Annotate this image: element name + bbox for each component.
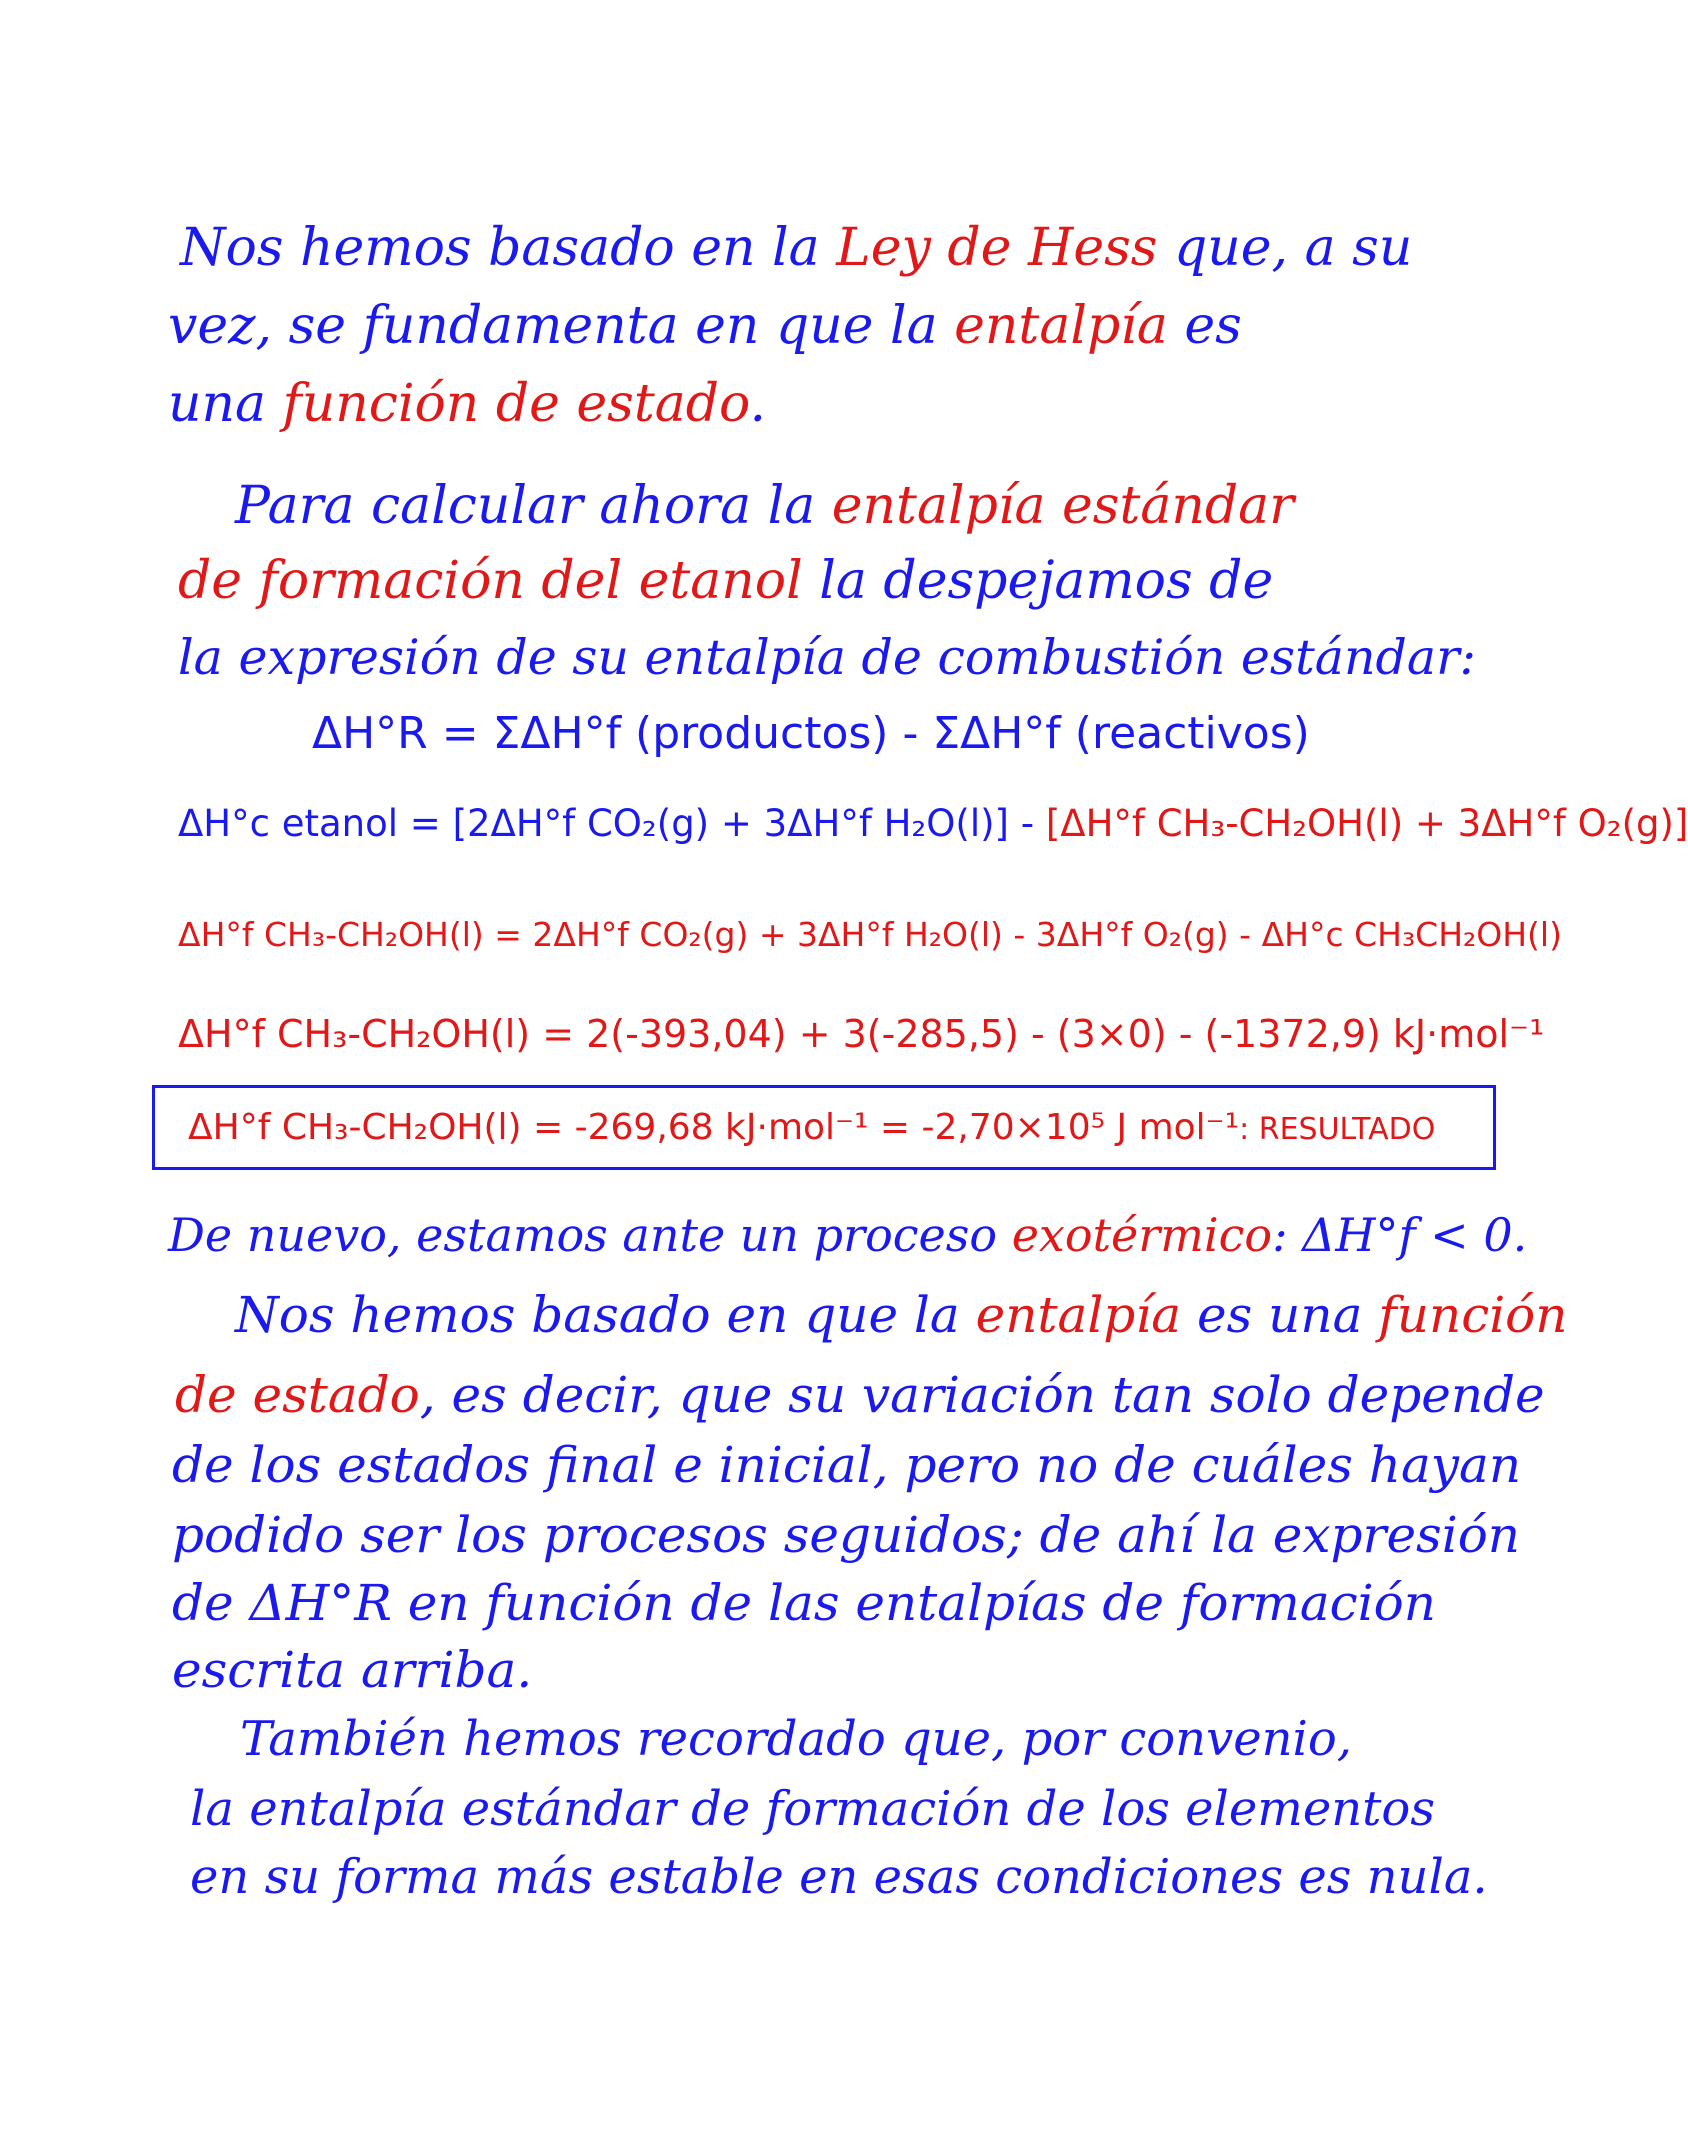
- equation-text: ΔH°f CH₃-CH₂OH(l) = 2(-393,04) + 3(-285,5) - (3×0) - (-1372,9) kJ·mol⁻¹: [178, 1012, 1545, 1056]
- funcion-term: función: [1378, 1286, 1568, 1344]
- para1-line1: [180, 218, 1413, 278]
- equation-red-term: [ΔH°f CH₃-CH₂OH(l) + 3ΔH°f O₂(g)]: [1045, 802, 1688, 845]
- para2-text: Para calcular ahora la: [235, 476, 832, 536]
- para5-line3: [190, 1849, 1488, 1905]
- result-line: [188, 1107, 1436, 1148]
- para1-text: .: [749, 374, 766, 434]
- para4-line1: [235, 1286, 1568, 1344]
- equation-combustion: [178, 802, 1688, 845]
- funcion-de-estado-term: función de estado: [282, 374, 750, 434]
- para1-line2: [168, 296, 1242, 356]
- equation-formation-expression: [178, 915, 1562, 954]
- para5-text: También hemos recordado que, por convenio,: [240, 1711, 1353, 1767]
- entalpia-estandar-term: entalpía estándar: [831, 476, 1295, 536]
- formacion-etanol-term: de formación del etanol: [178, 551, 803, 611]
- exotermico-term: exotérmico: [1011, 1208, 1273, 1262]
- result-value: ΔH°f CH₃-CH₂OH(l) = -269,68 kJ·mol⁻¹ = -2,70×10⁵ J mol⁻¹: [188, 1107, 1240, 1148]
- para4-text: es una: [1181, 1286, 1379, 1344]
- para4-line3: [172, 1436, 1522, 1494]
- para4-line2: [175, 1366, 1545, 1424]
- equation-hess: [312, 708, 1310, 759]
- para4-line6: [172, 1641, 533, 1699]
- para2-text: la despejamos de: [802, 551, 1274, 611]
- para5-line2: [190, 1781, 1435, 1837]
- ley-de-hess-term: Ley de Hess: [836, 218, 1158, 278]
- para5-line1: [240, 1711, 1353, 1767]
- para1-text: vez, se fundamenta en que la: [168, 296, 955, 356]
- equation-formation-values: [178, 1012, 1545, 1056]
- equation-text: ΔH°f CH₃-CH₂OH(l) = 2ΔH°f CO₂(g) + 3ΔH°f H₂O(l) - 3ΔH°f O₂(g) - ΔH°c CH₃CH₂OH(l): [178, 915, 1562, 954]
- para2-text: la expresión de su entalpía de combustión estándar:: [178, 629, 1477, 686]
- para2-line2: [178, 551, 1274, 611]
- entalpia-term: entalpía: [954, 296, 1168, 356]
- para3-text: : ΔH°f < 0.: [1272, 1208, 1528, 1262]
- para4-text: podido ser los procesos seguidos; de ahí la expresión: [172, 1506, 1520, 1564]
- para3-line1: [168, 1208, 1528, 1262]
- para1-text: que, a su: [1157, 218, 1413, 278]
- para2-line1: [235, 476, 1295, 536]
- para5-text: la entalpía estándar de formación de los elementos: [190, 1781, 1435, 1837]
- para1-line3: [168, 374, 766, 434]
- para4-line5: [172, 1574, 1436, 1632]
- para2-line3: [178, 629, 1477, 686]
- para4-text: de los estados final e inicial, pero no de cuáles hayan: [172, 1436, 1522, 1494]
- de-estado-term: de estado: [175, 1366, 420, 1424]
- para5-text: en su forma más estable en esas condiciones es nula.: [190, 1849, 1488, 1905]
- para4-line4: [172, 1506, 1520, 1564]
- para4-text: de ΔH°R en función de las entalpías de formación: [172, 1574, 1436, 1632]
- equation-text: ΔH°R = ΣΔH°f (productos) - ΣΔH°f (reactivos): [312, 708, 1310, 759]
- para1-text: es: [1167, 296, 1242, 356]
- para4-text: Nos hemos basado en que la: [235, 1286, 976, 1344]
- para1-text: una: [168, 374, 283, 434]
- para1-text: Nos hemos basado en la: [180, 218, 837, 278]
- equation-text: ΔH°c etanol = [2ΔH°f CO₂(g) + 3ΔH°f H₂O(l)] -: [178, 802, 1046, 845]
- para3-text: De nuevo, estamos ante un proceso: [168, 1208, 1012, 1262]
- result-label: : RESULTADO: [1239, 1112, 1436, 1147]
- para4-text: , es decir, que su variación tan solo depende: [419, 1366, 1545, 1424]
- para4-text: escrita arriba.: [172, 1641, 533, 1699]
- entalpia-term: entalpía: [975, 1286, 1182, 1344]
